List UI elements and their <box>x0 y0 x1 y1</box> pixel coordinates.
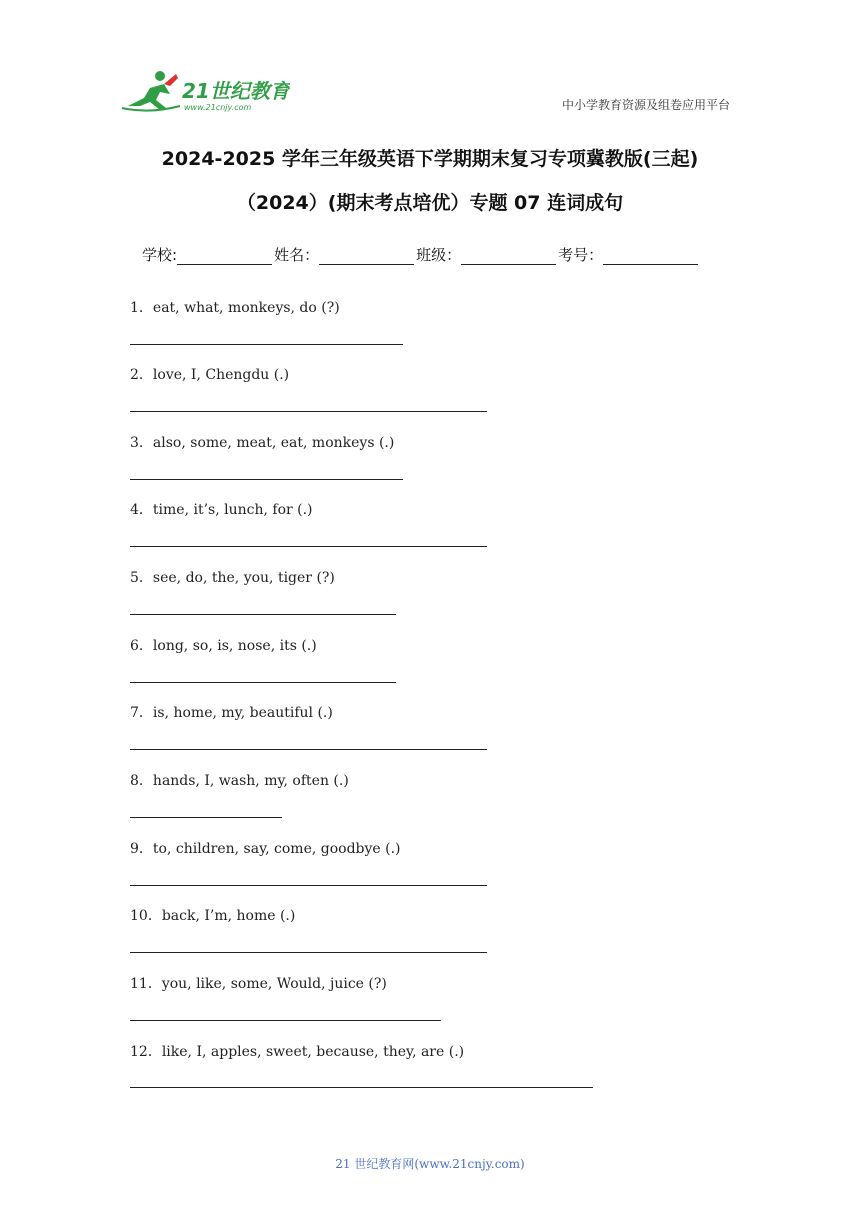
question-9 <box>130 838 401 858</box>
question-number: 3． <box>130 435 153 451</box>
question-3 <box>130 432 394 452</box>
question-text: back, I’m, home (.) <box>161 908 296 924</box>
platform-tagline: 中小学教育资源及组卷应用平台 <box>561 98 730 112</box>
question-12 <box>130 1041 464 1061</box>
question-2 <box>130 364 289 384</box>
answer-line-7[interactable] <box>130 749 487 750</box>
page-title-line2: （2024）(期末考点培优）专题 07 连词成句 <box>236 192 624 214</box>
answer-line-12[interactable] <box>130 1087 593 1088</box>
question-number: 4． <box>130 502 153 518</box>
answer-line-3[interactable] <box>130 479 403 480</box>
site-logo <box>120 68 290 114</box>
answer-line-10[interactable] <box>130 952 487 953</box>
class-label: 班级： <box>416 246 462 264</box>
question-text: see, do, the, you, tiger (?) <box>152 570 335 586</box>
question-text: love, I, Chengdu (.) <box>152 367 290 383</box>
logo-text: 21世纪教育 <box>182 79 290 103</box>
question-text: also, some, meat, eat, monkeys (.) <box>152 435 395 451</box>
question-text: hands, I, wash, my, often (.) <box>152 773 349 789</box>
question-text: long, so, is, nose, its (.) <box>152 638 317 654</box>
answer-line-11[interactable] <box>130 1020 441 1021</box>
name-label: 姓名： <box>274 246 320 264</box>
question-number: 1． <box>130 300 153 316</box>
name-blank[interactable] <box>319 248 414 265</box>
question-1 <box>130 297 340 317</box>
footer-text[interactable]: 21 世纪教育网(www.21cnjy.com) <box>335 1157 525 1171</box>
runner-icon <box>122 71 180 111</box>
question-number: 9． <box>130 841 153 857</box>
question-7 <box>130 702 333 722</box>
question-text: you, like, some, Would, juice (?) <box>161 976 387 992</box>
school-blank[interactable] <box>177 248 272 265</box>
question-6 <box>130 635 317 655</box>
question-number: 8． <box>130 773 153 789</box>
answer-line-8[interactable] <box>130 817 282 818</box>
answer-line-1[interactable] <box>130 344 403 345</box>
page-title-line1: 2024-2025 学年三年级英语下学期期末复习专项冀教版(三起) <box>161 148 699 170</box>
question-number: 5． <box>130 570 153 586</box>
question-number: 10． <box>130 908 162 924</box>
question-text: to, children, say, come, goodbye (.) <box>152 841 401 857</box>
question-number: 6． <box>130 638 153 654</box>
question-text: like, I, apples, sweet, because, they, are (.) <box>161 1044 465 1060</box>
question-text: eat, what, monkeys, do (?) <box>152 300 340 316</box>
number-blank[interactable] <box>603 248 698 265</box>
question-4 <box>130 499 313 519</box>
number-label: 考号： <box>558 246 604 264</box>
question-text: time, it’s, lunch, for (.) <box>152 502 313 518</box>
question-number: 2． <box>130 367 153 383</box>
logo-url-text: www.21cnjy.com <box>184 103 252 112</box>
question-10 <box>130 905 295 925</box>
answer-line-6[interactable] <box>130 682 396 683</box>
question-8 <box>130 770 349 790</box>
class-blank[interactable] <box>461 248 556 265</box>
question-11 <box>130 973 387 993</box>
answer-line-5[interactable] <box>130 614 396 615</box>
student-info-row <box>142 244 700 265</box>
question-number: 11． <box>130 976 162 992</box>
answer-line-9[interactable] <box>130 885 487 886</box>
answer-line-4[interactable] <box>130 546 487 547</box>
question-number: 12． <box>130 1044 162 1060</box>
answer-line-2[interactable] <box>130 411 487 412</box>
question-text: is, home, my, beautiful (.) <box>152 705 333 721</box>
school-label: 学校: <box>142 246 178 264</box>
question-5 <box>130 567 335 587</box>
question-number: 7． <box>130 705 153 721</box>
